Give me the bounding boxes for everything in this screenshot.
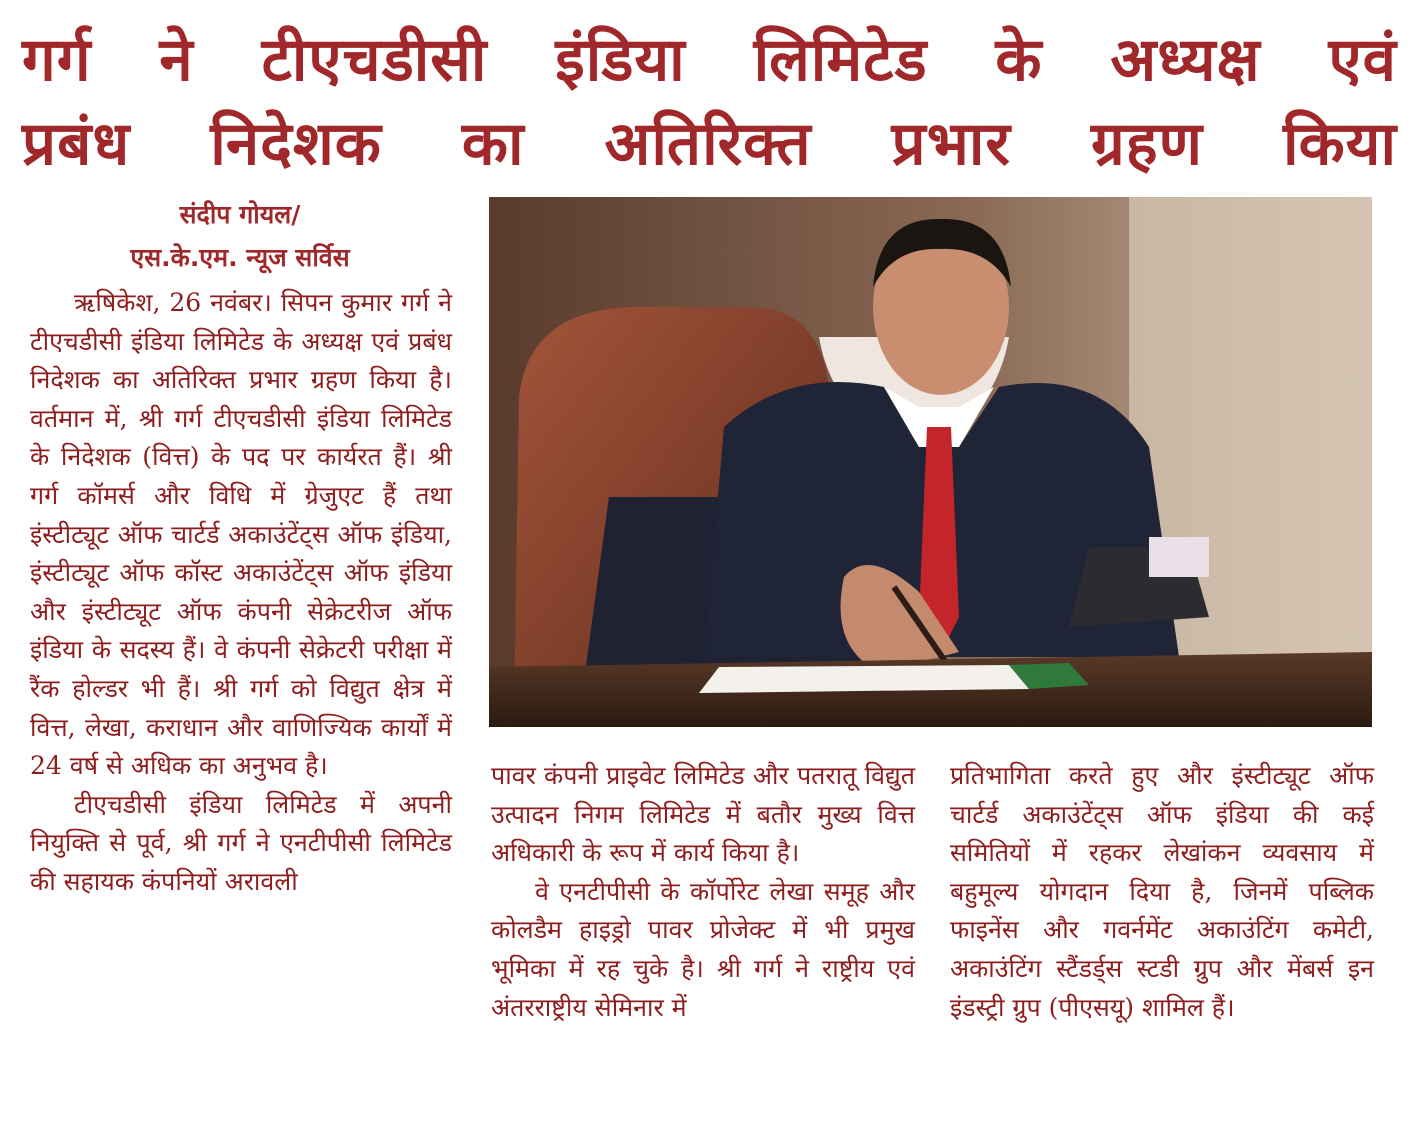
byline-agency: एस.के.एम. न्यूज सर्विस <box>130 243 350 272</box>
paragraph: प्रतिभागिता करते हुए और इंस्टीट्यूट ऑफ चार्टर्ड अकाउंटेंट्स ऑफ इंडिया की कई समितियों में रहकर लेखांकन व्यवसाय में बहुमूल्य योगदान दिया है, जिनमें पब्लिक फाइनेंस और गवर्नमेंट अकाउंटिंग कमेटी, अकाउंटिंग स्टैंडर्ड्स स्टडी ग्रुप और मेंबर्स इन इंडस्ट्री ग्रुप (पीएसयू) शामिल हैं। <box>950 761 1374 1022</box>
article-column-3 <box>950 757 1374 1027</box>
paragraph: टीएचडीसी इंडिया लिमिटेड में अपनी नियुक्ति से पूर्व, श्री गर्ग ने एनटीपीसी लिमिटेड की सहायक कंपनियों अरावली <box>30 789 452 896</box>
portrait-photo <box>489 197 1372 727</box>
article-column-2 <box>491 757 915 1027</box>
paragraph: ऋषिकेश, 26 नवंबर। सिपन कुमार गर्ग ने टीएचडीसी इंडिया लिमिटेड के अध्यक्ष एवं प्रबंध निदेशक का अतिरिक्त प्रभार ग्रहण किया है। वर्तमान में, श्री गर्ग टीएचडीसी इंडिया लिमिटेड के निदेशक (वित्त) के पद पर कार्यरत हैं। श्री गर्ग कॉमर्स और विधि में ग्रेजुएट हैं तथा इंस्टीट्यूट ऑफ चार्टर्ड अकाउंटेंट्स ऑफ इंडिया, इंस्टीट्यूट ऑफ कॉस्ट अकाउंटेंट्स ऑफ इंडिया और इंस्टीट्यूट ऑफ कंपनी सेक्रेटरीज ऑफ इंडिया के सदस्य हैं। वे कंपनी सेक्रेटरी परीक्षा में रैंक होल्डर भी हैं। श्री गर्ग को विद्युत क्षेत्र में वित्त, लेखा, कराधान और वाणिज्यिक कार्यों में 24 वर्ष से अधिक का अनुभव है। <box>30 288 452 781</box>
article-column-1 <box>30 284 452 902</box>
byline-author: संदीप गोयल/ <box>179 200 301 229</box>
paragraph: वे एनटीपीसी के कॉर्पोरेट लेखा समूह और कोलडैम हाइड्रो पावर प्रोजेक्ट में भी प्रमुख भूमिका में रह चुके है। श्री गर्ग ने राष्ट्रीय एवं अंतरराष्ट्रीय सेमिनार में <box>491 876 915 1022</box>
headline-line-1: गर्ग ने टीएचडीसी इंडिया लिमिटेड के अध्यक्ष एवं <box>22 25 1397 95</box>
headline-line-2: प्रबंध निदेशक का अतिरिक्त प्रभार ग्रहण किया <box>22 109 1397 179</box>
headline <box>22 18 1397 186</box>
portrait-illustration <box>489 197 1372 727</box>
paragraph: पावर कंपनी प्राइवेट लिमिटेड और पतरातू विद्युत उत्पादन निगम लिमिटेड में बतौर मुख्य वित्त अधिकारी के रूप में कार्य किया है। <box>491 761 915 868</box>
